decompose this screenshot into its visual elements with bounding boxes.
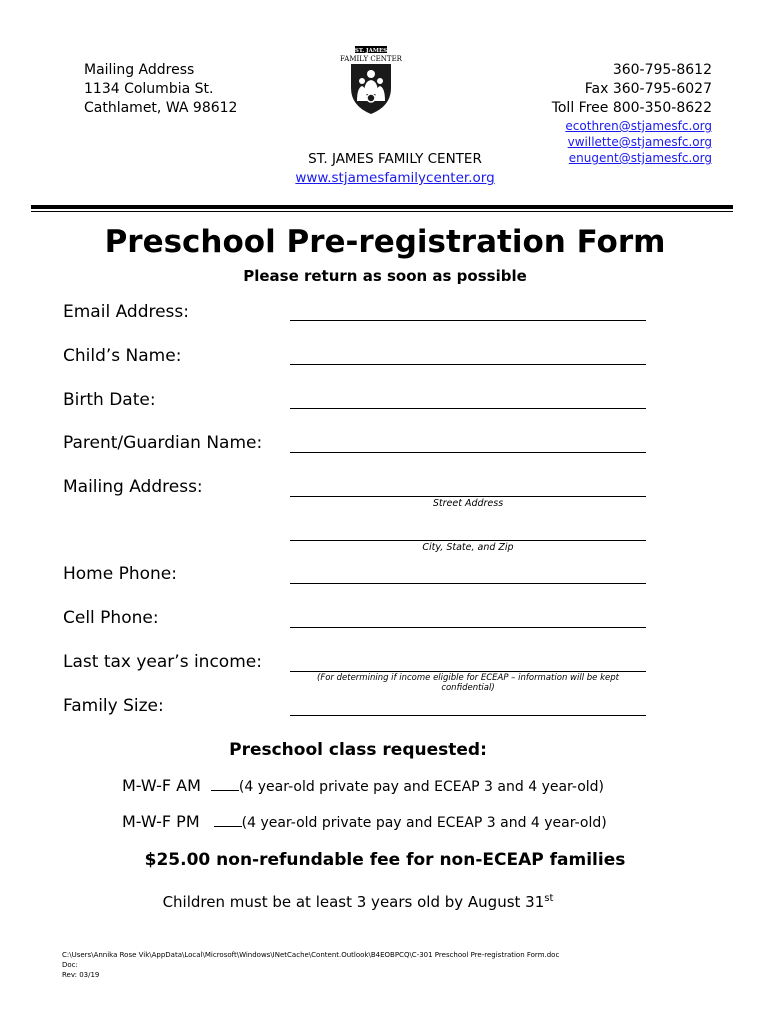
family-size-label: Family Size: xyxy=(63,696,164,716)
age-requirement xyxy=(0,893,743,911)
cell-phone-label: Cell Phone: xyxy=(63,608,159,628)
form-subtitle: Please return as soon as possible xyxy=(243,267,527,285)
form-title: Preschool Pre-registration Form xyxy=(104,224,666,260)
header-divider-thin xyxy=(31,211,733,212)
class-requested-heading: Preschool class requested: xyxy=(229,740,487,760)
income-line[interactable] xyxy=(290,654,646,672)
city-state-zip-line[interactable] xyxy=(290,523,646,541)
email-link-vwillette[interactable]: vwillette@stjamesfc.org xyxy=(567,135,712,149)
child-name-label: Child’s Name: xyxy=(63,346,182,366)
email-link-enugent[interactable]: enugent@stjamesfc.org xyxy=(568,151,712,165)
org-name: ST. JAMES FAMILY CENTER xyxy=(308,151,482,167)
svg-text:ST. JAMES: ST. JAMES xyxy=(354,47,388,54)
org-block xyxy=(260,150,530,188)
class-option-pm xyxy=(122,812,607,831)
mailing-address-label: Mailing Address: xyxy=(63,477,203,497)
mailing-address-block xyxy=(84,61,237,118)
fax-number: Fax 360-795-6027 xyxy=(584,81,712,97)
class-option-pm-label: M-W-F PM xyxy=(122,812,200,831)
st-james-logo xyxy=(337,46,405,116)
income-label: Last tax year’s income: xyxy=(63,652,262,672)
toll-free-number: Toll Free 800-350-8622 xyxy=(551,100,712,116)
footer-file-path: C:\Users\Annika Rose Vik\AppData\Local\Microsoft\Windows\INetCache\Content.Outlook\B4EOBPCQ\C-301 Preschool Pre-registration Form.doc xyxy=(62,951,560,959)
phone-block xyxy=(552,61,712,118)
fee-notice: $25.00 non-refundable fee for non-ECEAP families xyxy=(144,850,626,870)
family-size-line[interactable] xyxy=(290,698,646,716)
mailing-city: Cathlamet, WA 98612 xyxy=(84,100,238,116)
age-requirement-sup: st xyxy=(544,893,554,904)
birth-date-line[interactable] xyxy=(290,391,646,409)
income-caption: (For determining if income eligible for ECEAP – information will be kept confidential) xyxy=(317,673,619,693)
header-divider-thick xyxy=(31,205,733,209)
phone-number: 360-795-8612 xyxy=(612,62,712,78)
class-option-am-label: M-W-F AM xyxy=(122,776,201,795)
class-option-am-blank[interactable] xyxy=(211,790,239,791)
birth-date-label: Birth Date: xyxy=(63,390,156,410)
city-state-zip-caption: City, State, and Zip xyxy=(422,542,514,553)
street-address-caption: Street Address xyxy=(432,498,504,509)
email-label: Email Address: xyxy=(63,302,189,322)
website-link[interactable]: www.stjamesfamilycenter.org xyxy=(295,170,495,186)
email-links xyxy=(565,118,712,166)
home-phone-line[interactable] xyxy=(290,566,646,584)
email-line[interactable] xyxy=(290,303,646,321)
footer-revision: Rev: 03/19 xyxy=(62,971,100,979)
parent-name-line[interactable] xyxy=(290,435,646,453)
cell-phone-line[interactable] xyxy=(290,610,646,628)
document-footer xyxy=(62,950,559,980)
mailing-street: 1134 Columbia St. xyxy=(84,81,214,97)
home-phone-label: Home Phone: xyxy=(63,564,177,584)
child-name-line[interactable] xyxy=(290,347,646,365)
mailing-address-heading: Mailing Address xyxy=(84,62,195,78)
class-option-am xyxy=(122,776,604,795)
email-link-ecothren[interactable]: ecothren@stjamesfc.org xyxy=(565,119,712,133)
parent-name-label: Parent/Guardian Name: xyxy=(63,433,263,453)
street-address-line[interactable] xyxy=(290,479,646,497)
class-option-am-desc: (4 year-old private pay and ECEAP 3 and 4 year-old) xyxy=(238,779,605,795)
class-option-pm-blank[interactable] xyxy=(214,826,242,827)
footer-doc: Doc: xyxy=(62,961,78,969)
age-requirement-text: Children must be at least 3 years old by August 31 xyxy=(162,893,545,911)
class-option-pm-desc: (4 year-old private pay and ECEAP 3 and 4 year-old) xyxy=(241,815,607,831)
svg-text:FAMILY CENTER: FAMILY CENTER xyxy=(340,55,402,63)
